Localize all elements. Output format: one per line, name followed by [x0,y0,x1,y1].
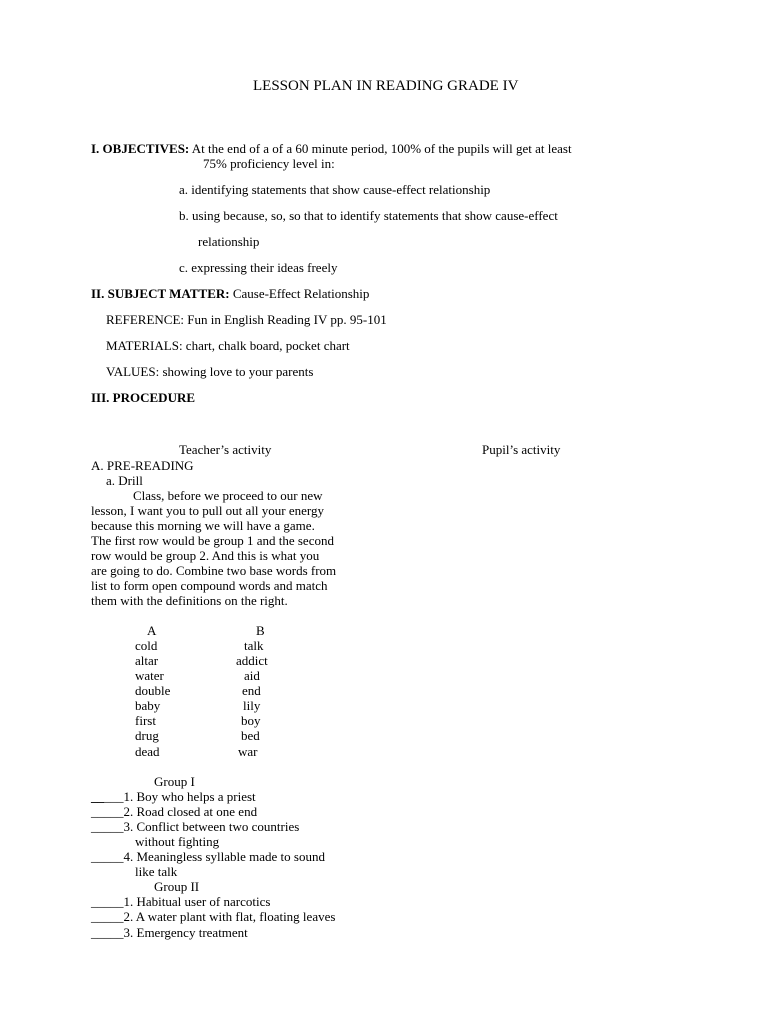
group-1-item: _____2. Road closed at one end [91,804,258,819]
word-b: lily [243,698,261,713]
column-b-header: B [256,623,265,638]
paragraph-line: The first row would be group 1 and the second [91,533,334,548]
word-b: bed [241,728,260,743]
values: VALUES: showing love to your parents [106,364,314,379]
procedure-heading: III. PROCEDURE [91,390,196,405]
group-1-item-cont: without fighting [135,834,220,849]
group-2-item: _____2. A water plant with flat, floating leaves [91,909,336,924]
word-a: drug [135,728,159,743]
document-title: LESSON PLAN IN READING GRADE IV [253,78,519,94]
group-2-item: _____3. Emergency treatment [91,925,248,940]
word-a: baby [135,698,161,713]
paragraph-line: them with the definitions on the right. [91,593,288,608]
paragraph-line: list to form open compound words and match [91,578,328,593]
word-a: cold [135,638,158,653]
group-1-item: _____1. Boy who helps a priest [91,789,256,804]
group-1-item: _____3. Conflict between two countries [91,819,300,834]
pre-reading-heading: A. PRE-READING [91,458,194,473]
paragraph-line: Class, before we proceed to our new [133,488,323,503]
objective-b: b. using because, so, so that to identify statements that show cause-effect [179,208,558,223]
word-b: talk [244,638,264,653]
group-2-heading: Group II [154,879,200,894]
word-b: war [238,744,258,759]
group-1-heading: Group I [154,774,195,789]
word-b: addict [236,653,268,668]
word-a: dead [135,744,160,759]
objectives-intro: At the end of a of a 60 minute period, 100% of the pupils will get at least [191,141,572,156]
paragraph-line: because this morning we will have a game. [91,518,315,533]
objective-a: a. identifying statements that show cause-effect relationship [179,182,491,197]
word-b: end [242,683,261,698]
objective-b-cont: relationship [198,234,260,249]
paragraph-line: lesson, I want you to pull out all your energy [91,503,325,518]
subject-matter-heading: II. SUBJECT MATTER: [91,286,230,301]
column-a-header: A [147,623,157,638]
word-b: aid [244,668,260,683]
paragraph-line: are going to do. Combine two base words from [91,563,337,578]
word-a: double [135,683,171,698]
word-a: water [135,668,164,683]
objectives-line [91,141,572,156]
word-a: first [135,713,156,728]
objectives-intro-cont: 75% proficiency level in: [203,156,335,171]
group-1-item: _____4. Meaningless syllable made to sound [91,849,325,864]
drill-heading: a. Drill [106,473,143,488]
subject-matter-value: Cause-Effect Relationship [232,286,370,301]
word-b: boy [241,713,261,728]
teacher-activity-header: Teacher’s activity [179,442,272,457]
materials: MATERIALS: chart, chalk board, pocket chart [106,338,350,353]
reference: REFERENCE: Fun in English Reading IV pp. 95-101 [106,312,387,327]
group-1-item-cont: like talk [135,864,178,879]
objectives-heading: I. OBJECTIVES: [91,141,190,156]
paragraph-line: row would be group 2. And this is what you [91,548,320,563]
word-a: altar [135,653,159,668]
group-2-item: _____1. Habitual user of narcotics [91,894,271,909]
subject-matter-line [91,286,369,301]
pupil-activity-header: Pupil’s activity [482,442,561,457]
objective-c: c. expressing their ideas freely [179,260,338,275]
